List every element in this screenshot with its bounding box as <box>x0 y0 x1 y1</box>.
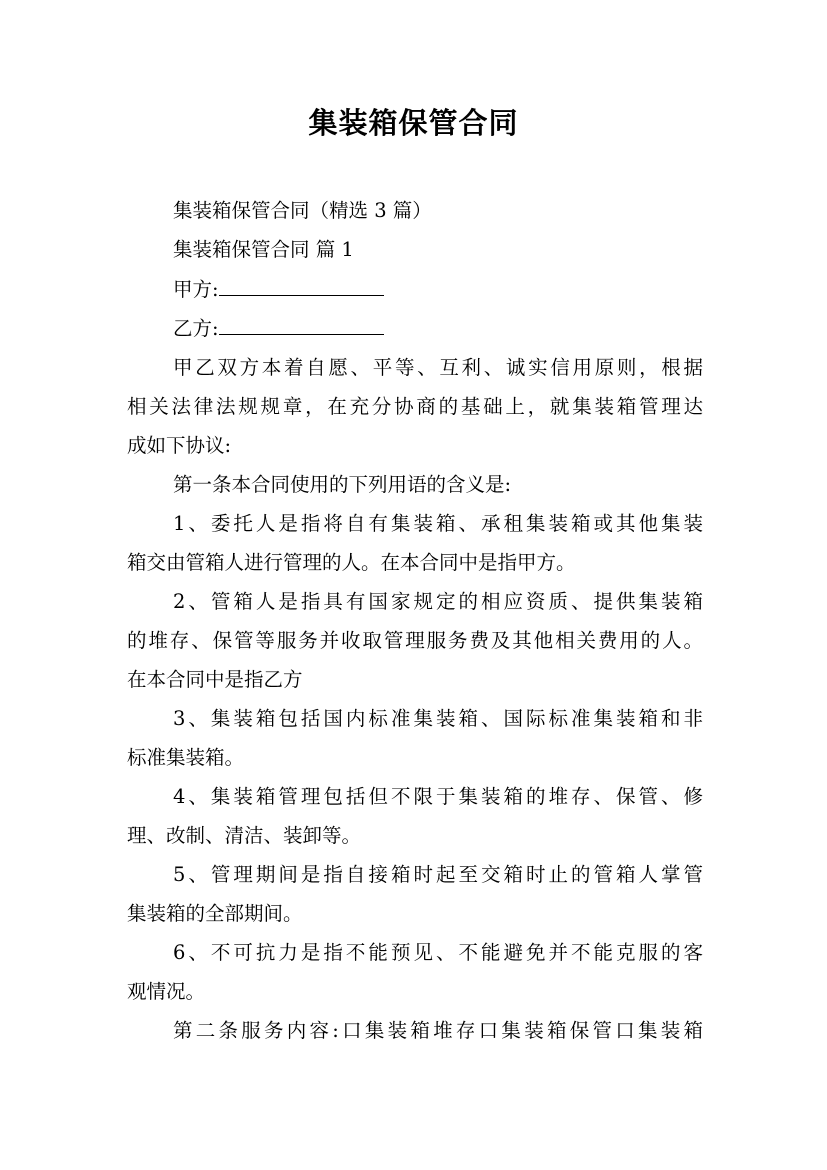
paragraph-line: 3、集装箱包括国内标准集装箱、国际标准集装箱和非 <box>173 707 703 730</box>
paragraph-line: 4、集装箱管理包括但不限于集装箱的堆存、保管、修 <box>173 785 703 808</box>
paragraph-line: 理、改制、清洁、装卸等。 <box>127 824 362 847</box>
party-a-line <box>173 276 703 304</box>
party-a-blank <box>219 277 384 296</box>
paragraph-line: 1、委托人是指将自有集装箱、承租集装箱或其他集装 <box>173 512 703 535</box>
paragraph-line: 5、管理期间是指自接箱时起至交箱时止的管箱人掌管 <box>173 863 703 886</box>
paragraph-line: 箱交由管箱人进行管理的人。在本合同中是指甲方。 <box>127 551 576 574</box>
paragraph-line: 在本合同中是指乙方 <box>127 668 303 691</box>
party-b-line <box>173 315 703 343</box>
document-title: 集装箱保管合同 <box>308 106 519 140</box>
paragraph-line: 相关法律法规规章，在充分协商的基础上，就集装箱管理达 <box>127 395 703 418</box>
section-heading: 集装箱保管合同 篇 1 <box>173 238 354 261</box>
paragraph-line: 2、管箱人是指具有国家规定的相应资质、提供集装箱 <box>173 590 703 613</box>
paragraph-line: 6、不可抗力是指不能预见、不能避免并不能克服的客 <box>173 941 703 964</box>
paragraph-line: 成如下协议: <box>127 434 232 457</box>
paragraph-line: 集装箱的全部期间。 <box>127 902 303 925</box>
paragraph-line: 观情况。 <box>127 980 206 1003</box>
party-b-label: 乙方: <box>173 317 219 340</box>
paragraph-line: 的堆存、保管等服务并收取管理服务费及其他相关费用的人。 <box>127 629 703 652</box>
article-heading: 第二条服务内容:口集装箱堆存口集装箱保管口集装箱 <box>173 1019 703 1042</box>
paragraph-line: 甲乙双方本着自愿、平等、互利、诚实信用原则，根据 <box>173 356 703 379</box>
paragraph-line: 标准集装箱。 <box>127 746 245 769</box>
party-a-label: 甲方: <box>173 278 219 301</box>
subtitle-line: 集装箱保管合同（精选 3 篇） <box>173 199 432 222</box>
party-b-blank <box>219 316 384 335</box>
article-heading: 第一条本合同使用的下列用语的含义是: <box>173 473 512 496</box>
